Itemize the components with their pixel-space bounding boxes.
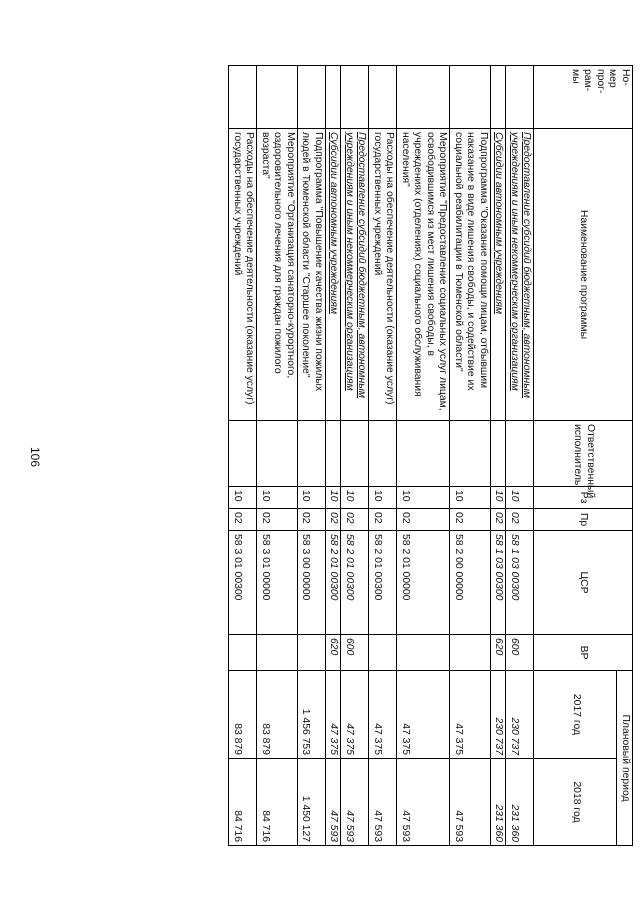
vr-cell <box>298 635 326 671</box>
program-number-cell <box>341 66 369 129</box>
amount-2017-cell: 230 737 <box>506 671 534 759</box>
amount-2017-cell: 1 456 753 <box>298 671 326 759</box>
amount-2017-cell: 47 375 <box>369 671 397 759</box>
amount-2017-cell: 47 375 <box>450 671 491 759</box>
pr-cell: 02 <box>450 509 491 531</box>
executor-cell <box>450 421 491 487</box>
table-row <box>369 66 397 846</box>
amount-2017-cell: 47 375 <box>341 671 369 759</box>
rotated-table-wrapper <box>63 65 633 845</box>
csr-cell: 58 2 01 00300 <box>341 531 369 635</box>
program-name-cell: Предоставление субсидий бюджетным, автономным учреждениям и иным некоммерческим организациям <box>341 129 369 421</box>
csr-cell: 58 1 03 00300 <box>491 531 507 635</box>
vr-cell: 620 <box>491 635 507 671</box>
header-pr: Пр <box>534 509 633 531</box>
header-program-number: Но- мер прог- рам- мы <box>534 66 633 129</box>
header-program-name: Наименование программы <box>534 129 633 421</box>
table-row <box>506 66 534 846</box>
rz-cell: 10 <box>326 487 342 509</box>
pr-cell: 02 <box>506 509 534 531</box>
executor-cell <box>298 421 326 487</box>
table-row <box>450 66 491 846</box>
executor-cell <box>491 421 507 487</box>
program-number-cell <box>369 66 397 129</box>
header-vr: ВР <box>534 635 633 671</box>
executor-cell <box>229 421 257 487</box>
amount-2017-cell: 83 879 <box>229 671 257 759</box>
vr-cell: 600 <box>341 635 369 671</box>
vr-cell <box>397 635 450 671</box>
csr-cell: 58 3 01 00000 <box>257 531 298 635</box>
vr-cell <box>369 635 397 671</box>
executor-cell <box>506 421 534 487</box>
amount-2018-cell: 47 593 <box>450 759 491 846</box>
table-row <box>397 66 450 846</box>
table-row <box>298 66 326 846</box>
table-row <box>491 66 507 846</box>
executor-cell <box>257 421 298 487</box>
table-row <box>229 66 257 846</box>
vr-cell <box>257 635 298 671</box>
csr-cell: 58 3 01 00300 <box>229 531 257 635</box>
rz-cell: 10 <box>369 487 397 509</box>
csr-cell: 58 2 01 00300 <box>326 531 342 635</box>
header-year-2018: 2018 год <box>534 759 617 846</box>
program-number-cell <box>229 66 257 129</box>
csr-cell: 58 2 01 00300 <box>369 531 397 635</box>
program-name-cell: Субсидии автономным учреждениям <box>491 129 507 421</box>
program-number-cell <box>257 66 298 129</box>
pr-cell: 02 <box>341 509 369 531</box>
vr-cell: 620 <box>326 635 342 671</box>
program-name-cell: Предоставление субсидий бюджетным, автономным учреждениям и иным некоммерческим организациям <box>506 129 534 421</box>
amount-2018-cell: 231 360 <box>506 759 534 846</box>
vr-cell: 600 <box>506 635 534 671</box>
amount-2018-cell: 47 593 <box>341 759 369 846</box>
csr-cell: 58 3 00 00000 <box>298 531 326 635</box>
csr-cell: 58 2 00 00000 <box>450 531 491 635</box>
amount-2018-cell: 47 593 <box>369 759 397 846</box>
vr-cell <box>450 635 491 671</box>
pr-cell: 02 <box>326 509 342 531</box>
amount-2018-cell: 1 450 127 <box>298 759 326 846</box>
header-executor: Ответственный исполнитель <box>534 421 633 487</box>
header-plan-period: Плановый период <box>617 671 633 846</box>
executor-cell <box>369 421 397 487</box>
program-name-cell: Расходы на обеспечение деятельности (оказание услуг) государственных учреждений <box>369 129 397 421</box>
program-number-cell <box>298 66 326 129</box>
rz-cell: 10 <box>341 487 369 509</box>
rz-cell: 10 <box>506 487 534 509</box>
rz-cell: 10 <box>257 487 298 509</box>
header-rz: Рз <box>534 487 633 509</box>
executor-cell <box>341 421 369 487</box>
amount-2017-cell: 47 375 <box>326 671 342 759</box>
program-number-cell <box>506 66 534 129</box>
header-year-2017: 2017 год <box>534 671 617 759</box>
amount-2018-cell: 231 360 <box>491 759 507 846</box>
program-name-cell: Мероприятие "Предоставление социальных услуг лицам, освободившимся из мест лишения свободы, в учреждениях (отделениях) социального обслуживания населения" <box>397 129 450 421</box>
rz-cell: 10 <box>298 487 326 509</box>
program-number-cell <box>326 66 342 129</box>
amount-2018-cell: 47 593 <box>397 759 450 846</box>
rz-cell: 10 <box>397 487 450 509</box>
page-number: 106 <box>28 447 42 468</box>
pr-cell: 02 <box>397 509 450 531</box>
rz-cell: 10 <box>229 487 257 509</box>
program-number-cell <box>397 66 450 129</box>
csr-cell: 58 1 03 00300 <box>506 531 534 635</box>
amount-2018-cell: 47 593 <box>326 759 342 846</box>
header-csr: ЦСР <box>534 531 633 635</box>
pr-cell: 02 <box>491 509 507 531</box>
budget-table <box>229 65 634 846</box>
pr-cell: 02 <box>257 509 298 531</box>
amount-2018-cell: 84 716 <box>257 759 298 846</box>
amount-2018-cell: 84 716 <box>229 759 257 846</box>
program-name-cell: Мероприятие "Организация санаторно-курортного, оздоровительного лечения для граждан пожилого возраста" <box>257 129 298 421</box>
program-name-cell: Подпрограмма "Оказание помощи лицам, отбывшим наказание в виде лишения свободы, и содействие их социальной реабилитации в Тюменской области" <box>450 129 491 421</box>
table-row <box>257 66 298 846</box>
amount-2017-cell: 230 737 <box>491 671 507 759</box>
amount-2017-cell: 83 879 <box>257 671 298 759</box>
vr-cell <box>229 635 257 671</box>
table-row <box>326 66 342 846</box>
table-row <box>341 66 369 846</box>
pr-cell: 02 <box>369 509 397 531</box>
rz-cell: 10 <box>450 487 491 509</box>
program-number-cell <box>450 66 491 129</box>
program-number-cell <box>491 66 507 129</box>
rz-cell: 10 <box>491 487 507 509</box>
program-name-cell: Расходы на обеспечение деятельности (оказание услуг) государственных учреждений <box>229 129 257 421</box>
executor-cell <box>397 421 450 487</box>
pr-cell: 02 <box>229 509 257 531</box>
program-name-cell: Субсидии автономным учреждениям <box>326 129 342 421</box>
program-name-cell: Подпрограмма "Повышение качества жизни пожилых людей в Тюменской области "Старшее поколение" <box>298 129 326 421</box>
executor-cell <box>326 421 342 487</box>
amount-2017-cell: 47 375 <box>397 671 450 759</box>
csr-cell: 58 2 01 00000 <box>397 531 450 635</box>
pr-cell: 02 <box>298 509 326 531</box>
